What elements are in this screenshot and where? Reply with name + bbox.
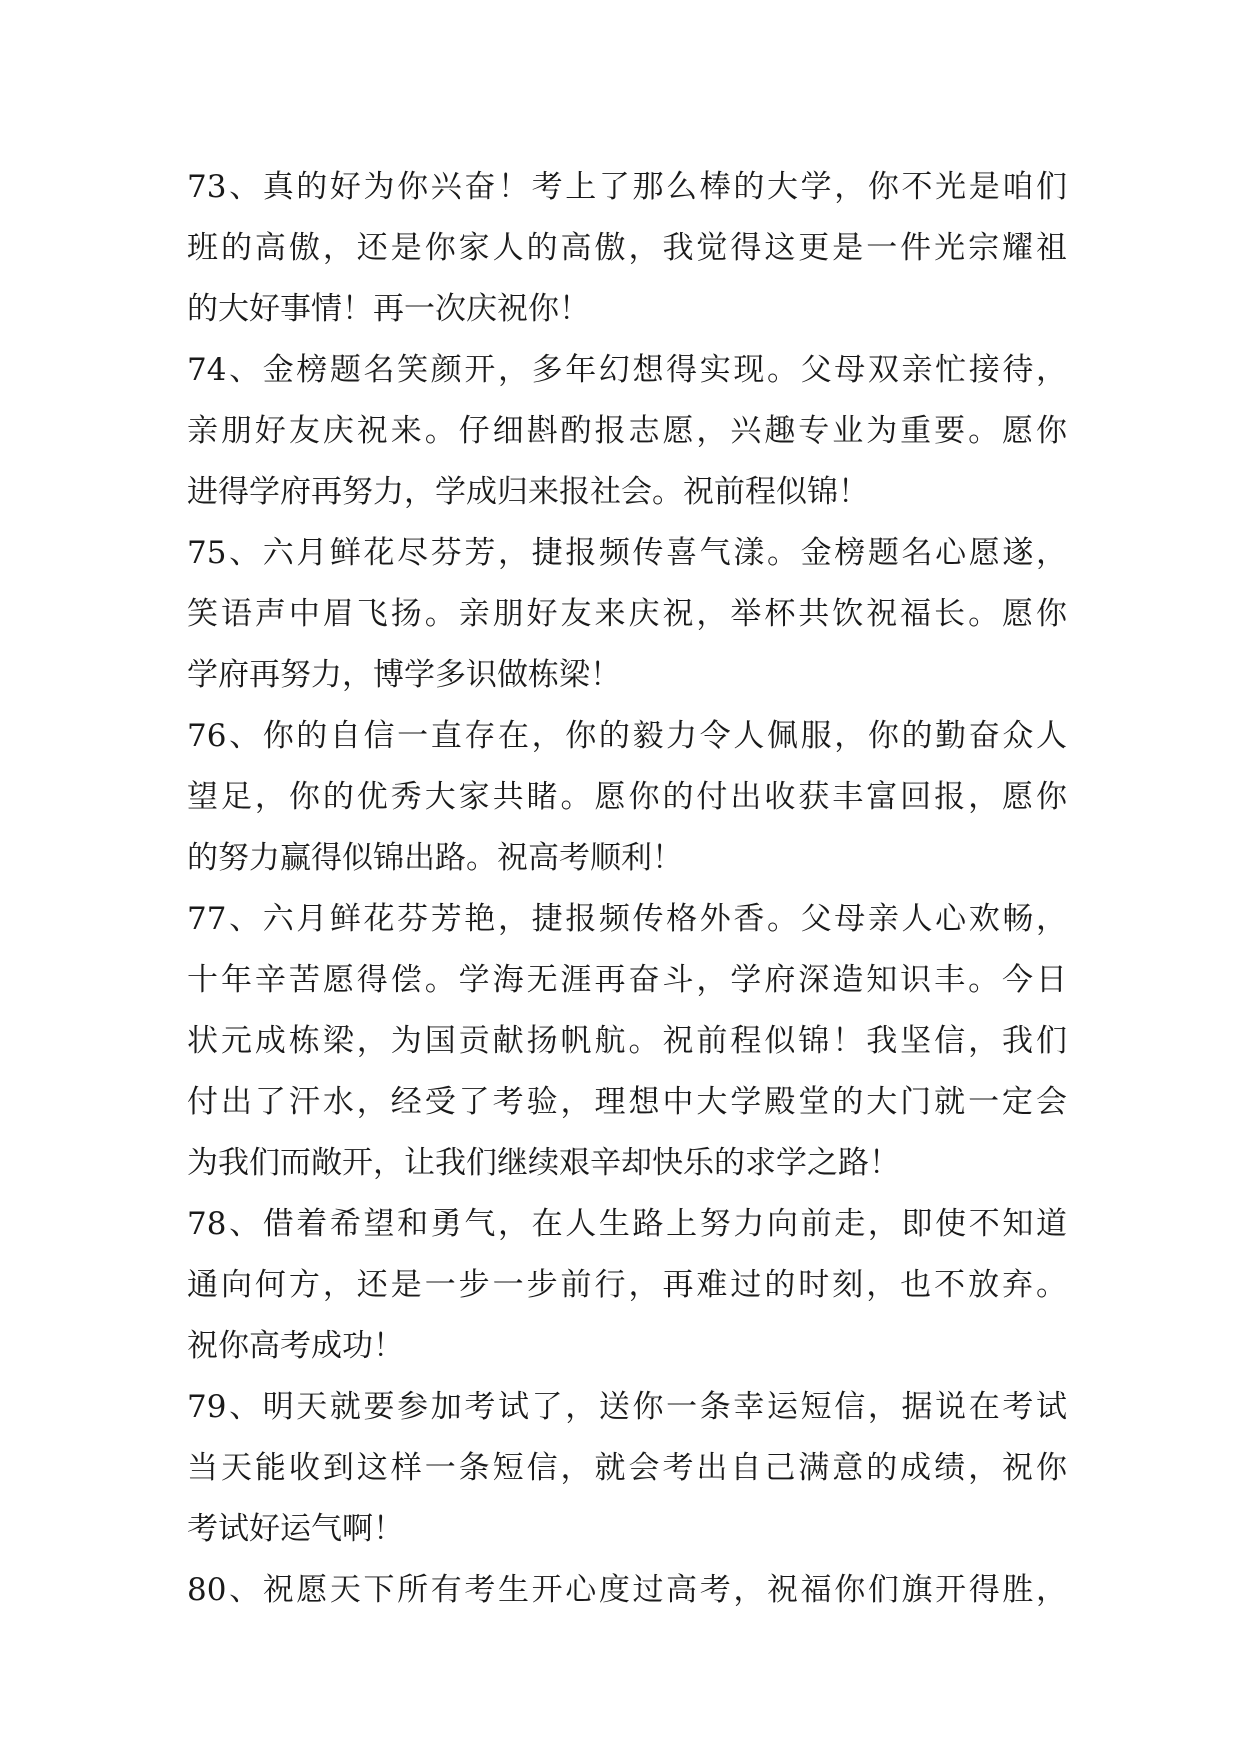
- list-item-75: [187, 523, 1067, 706]
- text-line: 考试好运气啊！: [187, 1511, 404, 1547]
- text-line: 笑语声中眉飞扬。亲朋好友来庆祝，举杯共饮祝福长。愿你: [187, 596, 1067, 632]
- text-line: 进得学府再努力，学成归来报社会。祝前程似锦！: [187, 474, 869, 510]
- text-line: 75、六月鲜花尽芬芳，捷报频传喜气漾。金榜题名心愿遂，: [187, 535, 1067, 571]
- text-line: 付出了汗水，经受了考验，理想中大学殿堂的大门就一定会: [187, 1084, 1067, 1120]
- document-body: [187, 157, 1067, 1621]
- list-item-79: [187, 1377, 1067, 1560]
- text-line: 的大好事情！再一次庆祝你！: [187, 291, 590, 327]
- text-line: 78、借着希望和勇气，在人生路上努力向前走，即使不知道: [187, 1206, 1067, 1242]
- text-line: 80、祝愿天下所有考生开心度过高考，祝福你们旗开得胜，: [187, 1572, 1067, 1608]
- text-line: 77、六月鲜花芬芳艳，捷报频传格外香。父母亲人心欢畅，: [187, 901, 1067, 937]
- text-line: 76、你的自信一直存在，你的毅力令人佩服，你的勤奋众人: [187, 718, 1067, 754]
- text-line: 状元成栋梁，为国贡献扬帆航。祝前程似锦！我坚信，我们: [187, 1023, 1067, 1059]
- text-line: 班的高傲，还是你家人的高傲，我觉得这更是一件光宗耀祖: [187, 230, 1067, 266]
- text-line: 学府再努力，博学多识做栋梁！: [187, 657, 621, 693]
- list-item-73: [187, 157, 1067, 340]
- text-line: 望足，你的优秀大家共睹。愿你的付出收获丰富回报，愿你: [187, 779, 1067, 815]
- text-line: 74、金榜题名笑颜开，多年幻想得实现。父母双亲忙接待，: [187, 352, 1067, 388]
- text-line: 十年辛苦愿得偿。学海无涯再奋斗，学府深造知识丰。今日: [187, 962, 1067, 998]
- list-item-80: [187, 1560, 1067, 1621]
- text-line: 祝你高考成功！: [187, 1328, 404, 1364]
- text-line: 亲朋好友庆祝来。仔细斟酌报志愿，兴趣专业为重要。愿你: [187, 413, 1067, 449]
- text-line: 的努力赢得似锦出路。祝高考顺利！: [187, 840, 683, 876]
- list-item-77: [187, 889, 1067, 1194]
- list-item-74: [187, 340, 1067, 523]
- text-line: 73、真的好为你兴奋！考上了那么棒的大学，你不光是咱们: [187, 169, 1067, 205]
- list-item-78: [187, 1194, 1067, 1377]
- text-line: 79、明天就要参加考试了，送你一条幸运短信，据说在考试: [187, 1389, 1067, 1425]
- text-line: 通向何方，还是一步一步前行，再难过的时刻，也不放弃。: [187, 1267, 1067, 1303]
- list-item-76: [187, 706, 1067, 889]
- text-line: 当天能收到这样一条短信，就会考出自己满意的成绩，祝你: [187, 1450, 1067, 1486]
- text-line: 为我们而敞开，让我们继续艰辛却快乐的求学之路！: [187, 1145, 900, 1181]
